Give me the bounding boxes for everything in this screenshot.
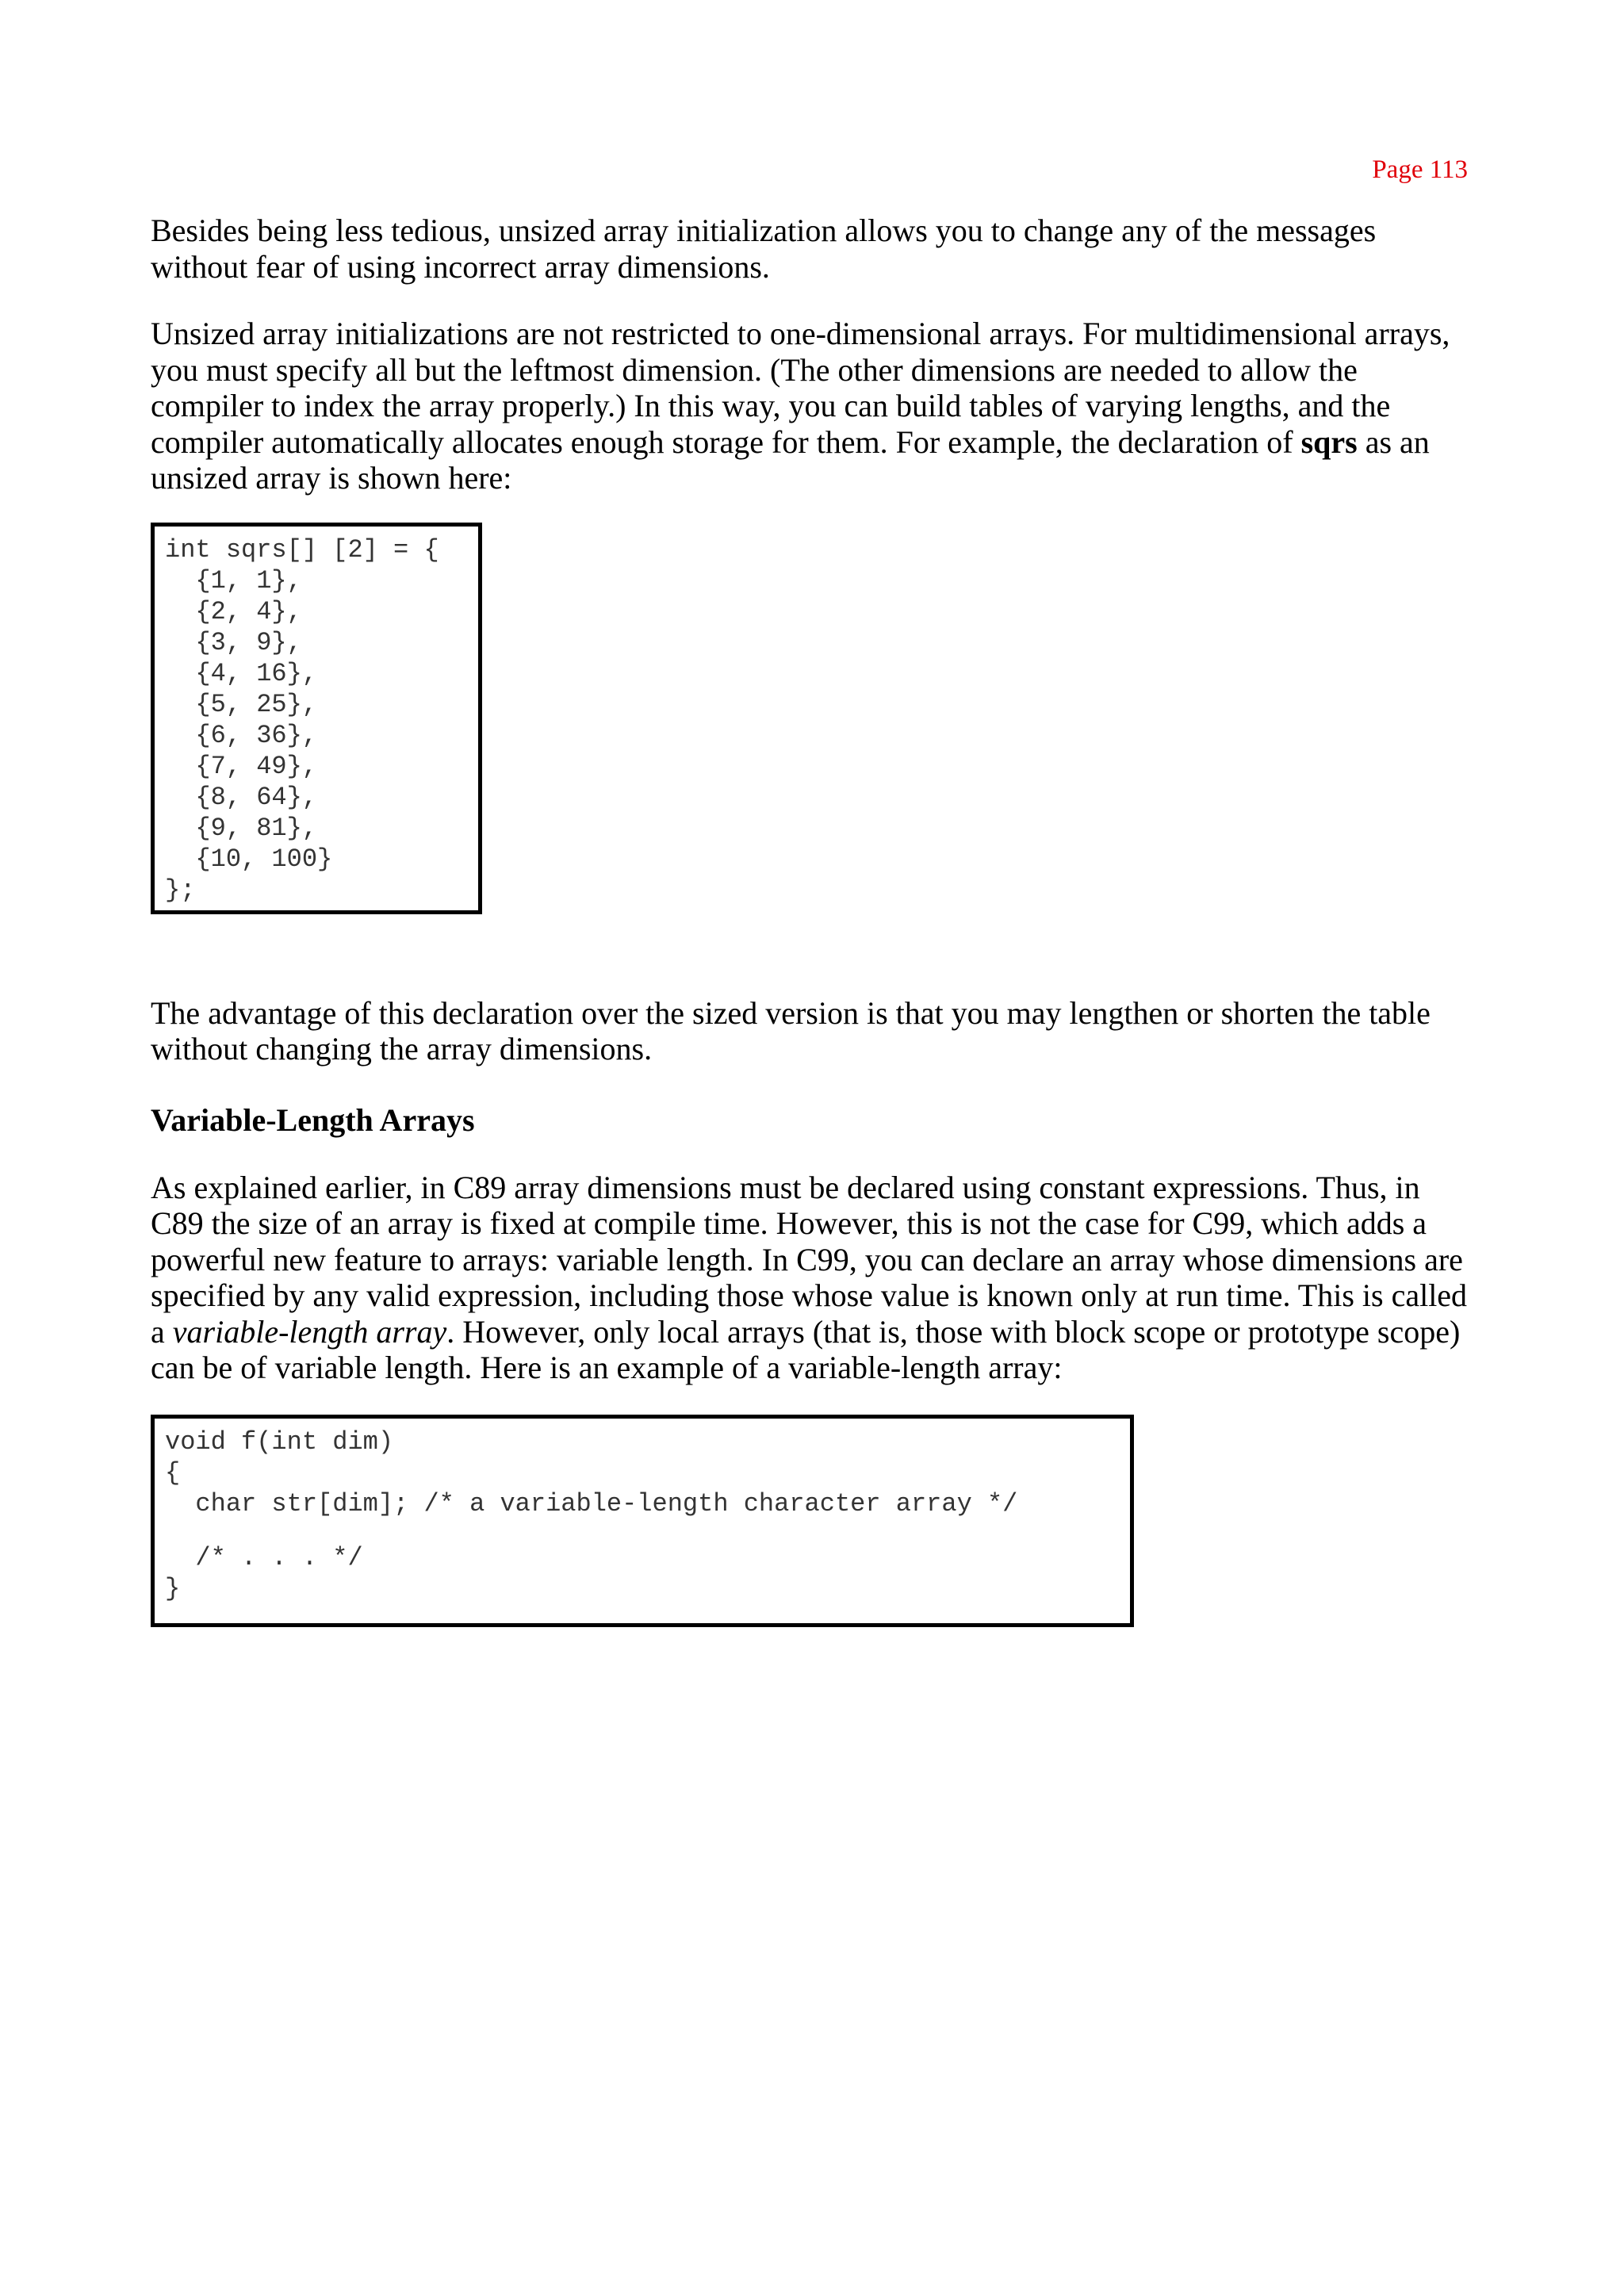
code-line: void f(int dim) bbox=[165, 1427, 394, 1457]
paragraph-advantage: The advantage of this declaration over the sized version is that you may lengthen or shorten the table without changing the array dimensions. bbox=[151, 994, 1431, 1067]
code-line: {6, 36}, bbox=[165, 720, 318, 750]
paragraph-text: As explained earlier, in C89 array dimensions must be declared using constant expressions. Thus, in C89 the size of an array is fixed at compile time. However, this is not the case for C99, which adds a powerful new feature to arrays: variable length. In C99, you can declare an array whose dimensions are specified by any valid expression, including those whose value is known only at run time. This is called a bbox=[151, 1169, 1468, 1350]
paragraph-text: as an unsized array is shown here: bbox=[151, 423, 1430, 496]
code-line: {9, 81}, bbox=[165, 813, 318, 843]
paragraph-text: . However, only local arrays (that is, those with block scope or prototype scope) can be of variable length. Here is an example of a variable-length array: bbox=[151, 1313, 1461, 1385]
term-variable-length-array: variable-length array bbox=[172, 1313, 447, 1350]
code-line: {2, 4}, bbox=[165, 596, 302, 626]
code-line: }; bbox=[165, 875, 196, 905]
page-content bbox=[151, 213, 1473, 1627]
code-line: {1, 1}, bbox=[165, 565, 302, 596]
page-number: Page 113 bbox=[1372, 155, 1468, 184]
spacer bbox=[151, 914, 1473, 995]
code-line: { bbox=[165, 1457, 181, 1488]
code-line: {4, 16}, bbox=[165, 658, 318, 688]
code-block-sqrs bbox=[151, 523, 482, 914]
code-gap bbox=[165, 1519, 1130, 1542]
paragraph-text: Unsized array initializations are not restricted to one-dimensional arrays. For multidimensional arrays, you must specify all but the leftmost dimension. (The other dimensions are needed to allow the compiler to index the array properly.) In this way, you can build tables of varying lengths, and the compiler automatically allocates enough storage for them. For example, the declaration of bbox=[151, 316, 1450, 460]
code-line: /* . . . */ bbox=[165, 1542, 363, 1572]
section-heading: Variable-Length Arrays bbox=[151, 1101, 475, 1138]
code-line: char str[dim]; /* a variable-length character array */ bbox=[165, 1488, 1018, 1518]
paragraph-variable-length bbox=[151, 1170, 1473, 1386]
paragraph-multidimensional bbox=[151, 316, 1473, 496]
code-line: {8, 64}, bbox=[165, 782, 318, 812]
code-line: {5, 25}, bbox=[165, 689, 318, 719]
keyword-sqrs: sqrs bbox=[1300, 423, 1358, 460]
code-line: {3, 9}, bbox=[165, 627, 302, 657]
code-block-vla bbox=[151, 1415, 1134, 1627]
code-line: {7, 49}, bbox=[165, 751, 318, 781]
code-line: int sqrs[] [2] = { bbox=[165, 534, 439, 565]
code-line: } bbox=[165, 1573, 181, 1603]
paragraph-unsized-benefits: Besides being less tedious, unsized array initialization allows you to change any of the messages without fear of using incorrect array dimensions. bbox=[151, 213, 1377, 285]
code-line: {10, 100} bbox=[165, 844, 333, 874]
